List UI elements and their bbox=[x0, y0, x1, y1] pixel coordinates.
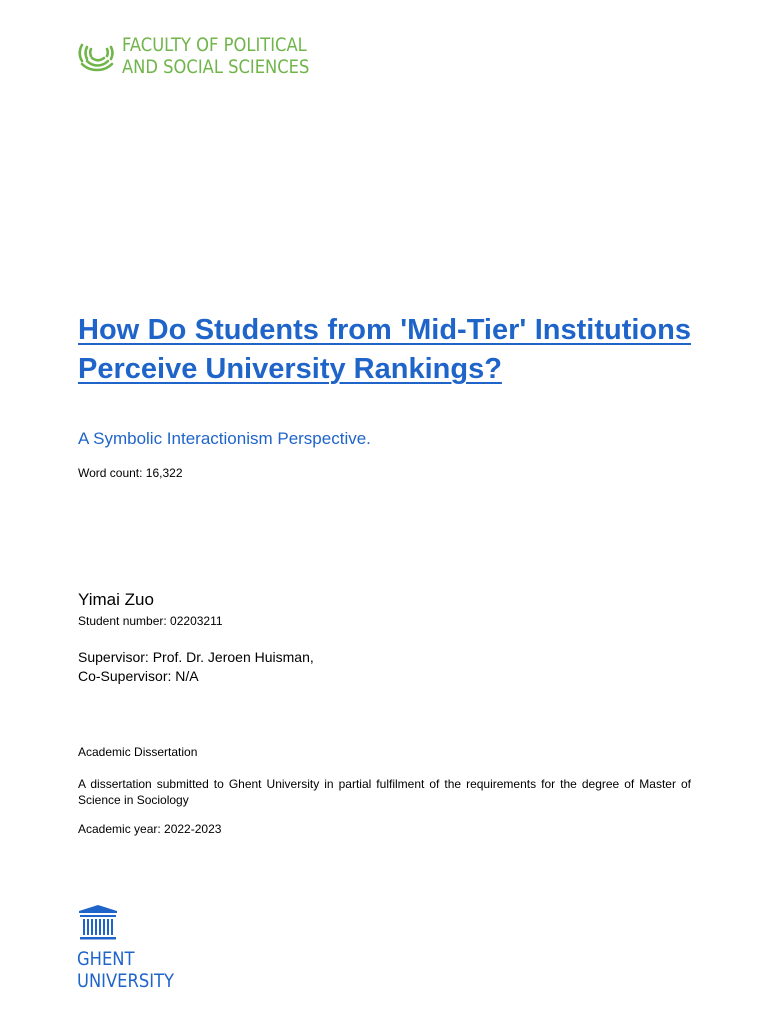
submission-statement: A dissertation submitted to Ghent University in partial fulfilment of the requirements for the degree of Master of Science in Sociology bbox=[78, 777, 691, 807]
academic-year: Academic year: 2022-2023 bbox=[78, 822, 222, 836]
thesis-title: How Do Students from 'Mid-Tier' Institutions Perceive University Rankings? bbox=[78, 314, 691, 385]
ghent-university-name bbox=[77, 948, 174, 992]
co-supervisor: Co-Supervisor: N/A bbox=[78, 668, 199, 684]
ghent-university-logo bbox=[77, 904, 190, 992]
faculty-emblem-icon bbox=[76, 36, 118, 76]
student-number: Student number: 02203211 bbox=[78, 614, 223, 628]
author-name: Yimai Zuo bbox=[78, 590, 154, 609]
faculty-name-line1: FACULTY OF POLITICAL bbox=[122, 34, 307, 56]
ghent-name-line2: UNIVERSITY bbox=[77, 970, 175, 992]
faculty-name bbox=[122, 34, 309, 78]
thesis-subtitle: A Symbolic Interactionism Perspective. bbox=[78, 429, 371, 448]
supervisor: Supervisor: Prof. Dr. Jeroen Huisman, bbox=[78, 649, 314, 665]
faculty-name-line2: AND SOCIAL SCIENCES bbox=[122, 56, 310, 78]
word-count: Word count: 16,322 bbox=[78, 466, 183, 480]
dissertation-type: Academic Dissertation bbox=[78, 745, 198, 759]
faculty-logo bbox=[76, 34, 340, 78]
ghent-name-line1: GHENT bbox=[77, 948, 135, 970]
university-building-icon bbox=[77, 904, 119, 942]
supervisors bbox=[78, 648, 314, 686]
